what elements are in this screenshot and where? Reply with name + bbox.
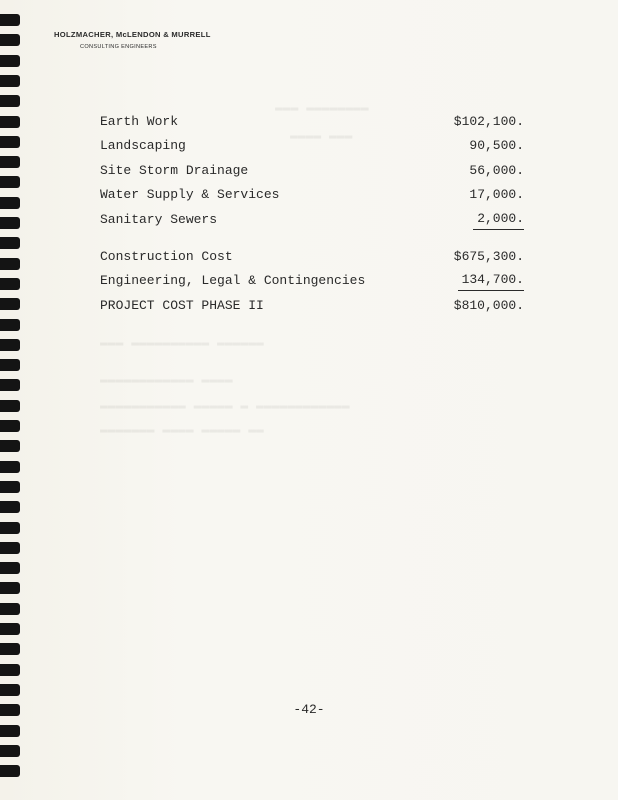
spiral-binding (0, 14, 22, 794)
binding-ring (0, 14, 20, 26)
binding-ring (0, 75, 20, 87)
binding-ring (0, 217, 20, 229)
binding-ring (0, 623, 20, 635)
cost-label: Sanitary Sewers (100, 211, 218, 227)
cost-amount: 56,000. (469, 162, 524, 178)
cost-label: Landscaping (100, 138, 186, 154)
binding-ring (0, 116, 20, 128)
cost-row-construction-cost (100, 245, 524, 269)
binding-ring (0, 745, 20, 757)
cost-label: Construction Cost (100, 248, 233, 264)
binding-ring (0, 339, 20, 351)
binding-ring (0, 582, 20, 594)
cost-row-landscaping (100, 134, 524, 158)
firm-subtitle: CONSULTING ENGINEERS (80, 44, 157, 50)
binding-ring (0, 400, 20, 412)
cost-row-project-cost-total (100, 294, 524, 318)
bleed-through-text: ▬▬▬ ▬▬▬▬▬▬▬▬▬▬ ▬▬▬▬▬▬ (100, 335, 264, 350)
binding-ring (0, 603, 20, 615)
cost-label: Site Storm Drainage (100, 162, 249, 178)
cost-summary-table (100, 110, 524, 318)
binding-ring (0, 461, 20, 473)
binding-ring (0, 501, 20, 513)
binding-ring (0, 359, 20, 371)
binding-ring (0, 765, 20, 777)
firm-name: HOLZMACHER, McLENDON & MURRELL (54, 30, 211, 39)
binding-ring (0, 542, 20, 554)
cost-amount: 90,500. (469, 138, 524, 154)
cost-row-sanitary-sewers (100, 208, 524, 232)
cost-row-earth-work (100, 110, 524, 134)
cost-label: Engineering, Legal & Contingencies (100, 273, 366, 289)
cost-label: Water Supply & Services (100, 187, 280, 203)
binding-ring (0, 420, 20, 432)
binding-ring (0, 298, 20, 310)
binding-ring (0, 258, 20, 270)
binding-ring (0, 95, 20, 107)
bleed-through-text: ▬▬▬ ▬▬▬▬▬▬▬▬ (275, 100, 369, 115)
cost-amount: $102,100. (453, 114, 524, 129)
cost-row-water-supply (100, 183, 524, 207)
cost-amount-subtotal-rule: 134,700. (458, 269, 524, 291)
binding-ring (0, 684, 20, 696)
cost-row-engineering-legal (100, 269, 524, 293)
binding-ring (0, 522, 20, 534)
cost-label: PROJECT COST PHASE II (100, 297, 264, 313)
binding-ring (0, 562, 20, 574)
cost-amount: $675,300. (453, 248, 524, 264)
binding-ring (0, 197, 20, 209)
binding-ring (0, 34, 20, 46)
cost-row-site-storm-drainage (100, 159, 524, 183)
binding-ring (0, 481, 20, 493)
binding-ring (0, 237, 20, 249)
binding-ring (0, 379, 20, 391)
section-gap (100, 232, 524, 245)
binding-ring (0, 643, 20, 655)
binding-ring (0, 156, 20, 168)
binding-ring (0, 664, 20, 676)
cost-amount-subtotal-rule: 2,000. (473, 208, 524, 230)
cost-label: Earth Work (100, 114, 179, 129)
binding-ring (0, 55, 20, 67)
binding-ring (0, 278, 20, 290)
letterhead (54, 30, 211, 50)
bleed-through-text: ▬▬▬▬▬▬▬ ▬▬▬▬ ▬▬▬▬▬ ▬▬ (100, 422, 264, 437)
binding-ring (0, 319, 20, 331)
binding-ring (0, 136, 20, 148)
binding-ring (0, 440, 20, 452)
bleed-through-text: ▬▬▬▬▬▬▬▬▬▬▬▬ ▬▬▬▬ (100, 372, 233, 387)
page-number: -42- (293, 702, 325, 717)
cost-amount-total: $810,000. (453, 297, 524, 313)
binding-ring (0, 176, 20, 188)
bleed-through-text: ▬▬▬▬ ▬▬▬ (290, 128, 353, 143)
binding-ring (0, 725, 20, 737)
cost-amount: 17,000. (469, 187, 524, 203)
bleed-through-text: ▬▬▬▬▬▬▬▬▬▬▬ ▬▬▬▬▬ ▬ ▬▬▬▬▬▬▬▬▬▬▬▬ (100, 398, 350, 413)
